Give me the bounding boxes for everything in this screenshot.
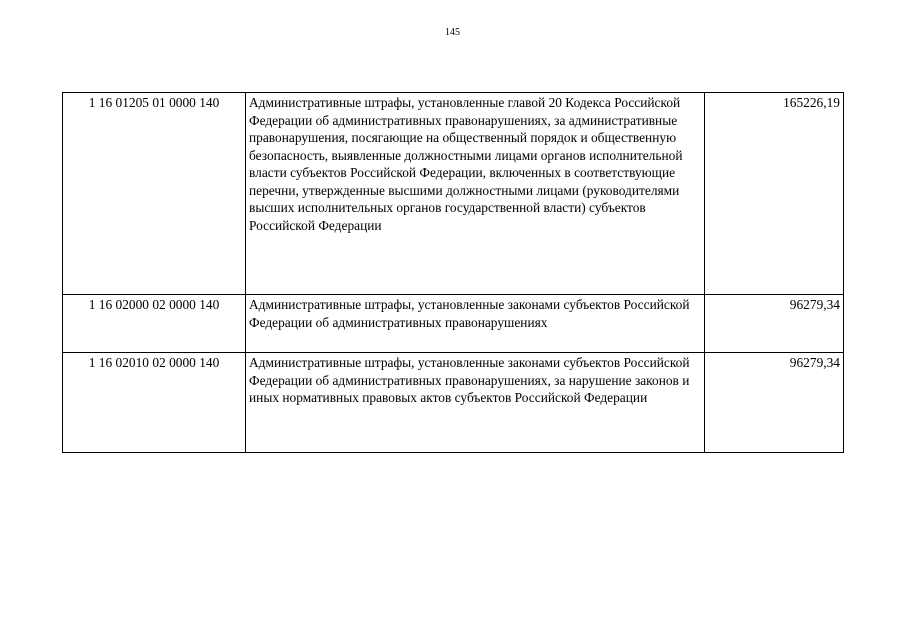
- revenue-description: Административные штрафы, установленные законами субъектов Российской Федерации об административных правонарушениях: [246, 295, 705, 353]
- revenue-description: Административные штрафы, установленные главой 20 Кодекса Российской Федерации об административных правонарушениях, за административные правонарушения, посягающие на общественный порядок и общественную безопасность, выявленные должностными лицами органов исполнительной власти субъектов Российской Федерации, включенных в соответствующие перечни, утвержденные высшими должностными лицами (руководителями высших исполнительных органов государственной власти) субъектов Российской Федерации: [246, 93, 705, 295]
- revenue-description: Административные штрафы, установленные законами субъектов Российской Федерации об административных правонарушениях, за нарушение законов и иных нормативных правовых актов субъектов Российской Федерации: [246, 353, 705, 453]
- revenue-amount: 165226,19: [705, 93, 844, 295]
- table-row: [63, 93, 844, 295]
- budget-revenue-table: [62, 92, 844, 453]
- table-row: [63, 295, 844, 353]
- budget-classification-code: 1 16 02000 02 0000 140: [63, 295, 246, 353]
- budget-classification-code: 1 16 02010 02 0000 140: [63, 353, 246, 453]
- revenue-amount: 96279,34: [705, 295, 844, 353]
- revenue-amount: 96279,34: [705, 353, 844, 453]
- budget-classification-code: 1 16 01205 01 0000 140: [63, 93, 246, 295]
- table-row: [63, 353, 844, 453]
- page-number: 145: [445, 27, 460, 38]
